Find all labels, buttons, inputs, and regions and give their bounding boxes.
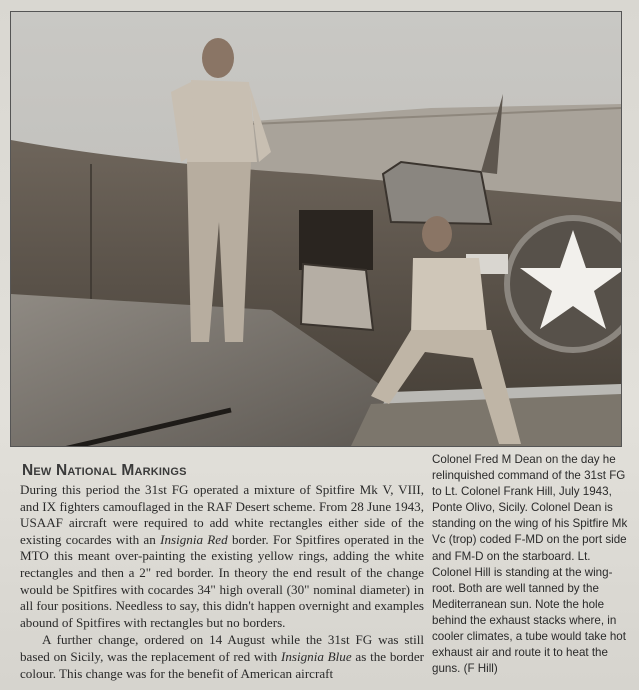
section-heading: New National Markings xyxy=(22,462,187,479)
photograph xyxy=(10,11,622,447)
article-column xyxy=(20,462,424,682)
article-paragraph-1: During this period the 31st FG operated a mixture of Spitfire Mk V, VIII, and IX fighters camouflaged in the RAF Desert scheme. From 28 June 1943, USAAF aircraft were required to add white rectangles either side of the existing cocardes with an Insignia Red border. For Spitfires operated in the MTO this meant over-painting the existing yellow rings, adding the white rectangles and then a 2" red border. In theory the end result of the change would be Spitfires with cocardes 34" high overall (30" nominal diameter) in all four positions. Needless to say, this didn't happen overnight and examples abound of Spitfires with rectangles but no borders. xyxy=(20,482,424,630)
spitfire-photo xyxy=(11,12,621,446)
photo-caption: Colonel Fred M Dean on the day he relinquished command of the 31st FG to Lt. Colonel Frank Hill, July 1943, Ponte Olivo, Sicily. Colonel Dean is standing on the wing of his Spitfire Mk Vc (trop) coded F-MD on the port side and FM-D on the starboard. Lt. Colonel Hill is standing at the wing-root. Both are well tanned by the Mediterranean sun. Note the hole behind the exhaust stacks where, in cooler climates, a tube would take hot exhaust air and route it to heat the guns. (F Hill) xyxy=(432,453,628,676)
article-paragraph-2: A further change, ordered on 14 August while the 31st FG was still based on Sicily, was the replacement of red with Insignia Blue as the border colour. This change was for the benefit of American aircraft xyxy=(20,632,424,681)
